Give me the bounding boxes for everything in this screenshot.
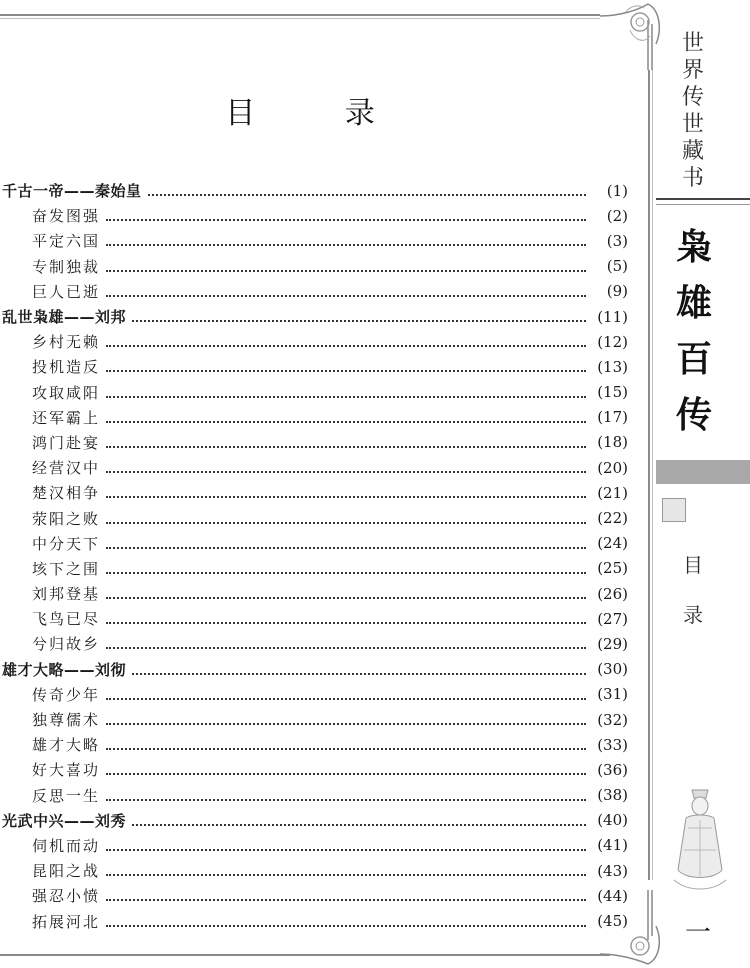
toc-entry-page: (15) xyxy=(597,383,628,402)
toc-section-entry[interactable] xyxy=(0,581,628,606)
toc-entry-page: (20) xyxy=(597,458,628,477)
toc-section-entry[interactable] xyxy=(0,883,628,908)
toc-entry-page: (24) xyxy=(597,534,628,553)
series-title: 世 界 传 世 藏 书 xyxy=(681,31,704,191)
toc-entry-page: (45) xyxy=(597,912,628,931)
toc-section-entry[interactable] xyxy=(0,279,628,304)
toc-entry-label: 昆阳之战 xyxy=(32,862,101,881)
toc-entry-label: 雄才大略——刘彻 xyxy=(2,660,127,679)
toc-dot-leader xyxy=(106,495,586,498)
toc-section-entry[interactable] xyxy=(0,631,628,656)
toc-section-entry[interactable] xyxy=(0,732,628,757)
toc-entry-page: (11) xyxy=(597,307,628,326)
toc-entry-page: (12) xyxy=(597,332,628,351)
toc-dot-leader xyxy=(106,798,586,801)
toc-section-entry[interactable] xyxy=(0,682,628,707)
toc-dot-leader xyxy=(106,269,586,272)
toc-entry-label: 经营汉中 xyxy=(32,459,101,478)
toc-dot-leader xyxy=(106,395,586,398)
toc-entry-page: (33) xyxy=(597,735,628,754)
toc-entry-label: 乡村无赖 xyxy=(32,333,101,352)
toc-entry-page: (41) xyxy=(597,836,628,855)
sidebar-section-label: 目 录 xyxy=(683,553,703,627)
toc-entry-page: (30) xyxy=(597,660,628,679)
toc-dot-leader xyxy=(106,521,586,524)
toc-section-entry[interactable] xyxy=(0,707,628,732)
toc-entry-label: 好大喜功 xyxy=(32,761,101,780)
sidebar-rule-top-inner xyxy=(656,204,750,205)
toc-entry-page: (18) xyxy=(597,433,628,452)
toc-dot-leader xyxy=(106,571,586,574)
toc-section-entry[interactable] xyxy=(0,833,628,858)
toc-section-entry[interactable] xyxy=(0,203,628,228)
toc-section-entry[interactable] xyxy=(0,455,628,480)
toc-entry-label: 奋发图强 xyxy=(32,207,101,226)
toc-entry-page: (38) xyxy=(597,786,628,805)
toc-entry-page: (2) xyxy=(606,206,628,225)
toc-entry-page: (3) xyxy=(606,231,628,250)
toc-dot-leader xyxy=(132,823,586,826)
toc-entry-page: (36) xyxy=(597,760,628,779)
toc-entry-page: (5) xyxy=(606,257,628,276)
toc-section-entry[interactable] xyxy=(0,254,628,279)
toc-entry-label: 拓展河北 xyxy=(32,912,101,931)
toc-entry-label: 强忍小愤 xyxy=(32,887,101,906)
toc-entry-page: (22) xyxy=(597,509,628,528)
toc-section-entry[interactable] xyxy=(0,757,628,782)
book-title: 枭 雄 百 传 xyxy=(675,227,712,436)
toc-dot-leader xyxy=(106,873,586,876)
toc-section-entry[interactable] xyxy=(0,354,628,379)
toc-entry-page: (44) xyxy=(597,886,628,905)
toc-entry-page: (21) xyxy=(597,483,628,502)
toc-entry-label: 攻取咸阳 xyxy=(32,383,101,402)
toc-entry-page: (13) xyxy=(597,357,628,376)
toc-entry-label: 雄才大略 xyxy=(32,736,101,755)
emperor-figure-illustration xyxy=(664,780,736,900)
toc-entry-page: (25) xyxy=(597,559,628,578)
toc-section-entry[interactable] xyxy=(0,556,628,581)
vertical-border-rule-inner xyxy=(652,70,653,880)
toc-dot-leader xyxy=(106,445,586,448)
toc-entry-page: (9) xyxy=(606,282,628,301)
toc-section-entry[interactable] xyxy=(0,329,628,354)
top-border-rule xyxy=(0,14,600,16)
toc-dot-leader xyxy=(106,848,586,851)
toc-dot-leader xyxy=(106,621,586,624)
toc-entry-label: 乱世枭雄——刘邦 xyxy=(2,308,127,327)
toc-entry-label: 飞鸟已尽 xyxy=(32,610,101,629)
toc-entry-label: 伺机而动 xyxy=(32,836,101,855)
toc-section-entry[interactable] xyxy=(0,858,628,883)
toc-entry-page: (31) xyxy=(597,685,628,704)
sidebar-gray-band xyxy=(656,460,750,484)
toc-section-entry[interactable] xyxy=(0,405,628,430)
toc-entry-page: (26) xyxy=(597,584,628,603)
toc-entry-page: (29) xyxy=(597,634,628,653)
bottom-border-rule xyxy=(0,954,610,956)
toc-entry-page: (1) xyxy=(606,181,628,200)
toc-entry-page: (32) xyxy=(597,710,628,729)
toc-entry-page: (40) xyxy=(597,811,628,830)
toc-entry-label: 垓下之围 xyxy=(32,559,101,578)
toc-dot-leader xyxy=(132,672,586,675)
toc-entry-label: 传奇少年 xyxy=(32,685,101,704)
toc-entry-label: 光武中兴——刘秀 xyxy=(2,811,127,830)
toc-dot-leader xyxy=(106,596,586,599)
toc-dot-leader xyxy=(106,369,586,372)
toc-entry-label: 兮归故乡 xyxy=(32,635,101,654)
sidebar xyxy=(656,0,750,968)
toc-dot-leader xyxy=(106,218,586,221)
toc-entry-label: 投机造反 xyxy=(32,358,101,377)
toc-dot-leader xyxy=(106,898,586,901)
toc-entry-label: 中分天下 xyxy=(32,534,101,553)
toc-entry-label: 还军霸上 xyxy=(32,408,101,427)
toc-dot-leader xyxy=(106,546,586,549)
toc-dot-leader xyxy=(132,319,586,322)
toc-dot-leader xyxy=(106,294,586,297)
toc-dot-leader xyxy=(106,697,586,700)
toc-section-entry[interactable] xyxy=(0,783,628,808)
toc-entry-label: 平定六国 xyxy=(32,232,101,251)
toc-chapter-entry[interactable] xyxy=(0,808,628,833)
toc-dot-leader xyxy=(106,646,586,649)
toc-entry-page: (17) xyxy=(597,408,628,427)
toc-entry-label: 独尊儒术 xyxy=(32,711,101,730)
toc-dot-leader xyxy=(106,772,586,775)
toc-dot-leader xyxy=(106,243,586,246)
toc-section-entry[interactable] xyxy=(0,228,628,253)
toc-section-entry[interactable] xyxy=(0,908,628,933)
toc-entry-label: 荥阳之败 xyxy=(32,509,101,528)
toc-section-entry[interactable] xyxy=(0,606,628,631)
toc-entry-page: (43) xyxy=(597,861,628,880)
toc-entry-label: 刘邦登基 xyxy=(32,585,101,604)
toc-chapter-entry[interactable] xyxy=(0,304,628,329)
toc-entry-label: 楚汉相争 xyxy=(32,484,101,503)
toc-dot-leader xyxy=(106,747,586,750)
toc-dot-leader xyxy=(106,722,586,725)
toc-dot-leader xyxy=(106,420,586,423)
toc-entry-page: (27) xyxy=(597,609,628,628)
toc-entry-label: 反思一生 xyxy=(32,786,101,805)
toc-entry-label: 巨人已逝 xyxy=(32,282,101,301)
toc-chapter-entry[interactable] xyxy=(0,657,628,682)
toc-entry-label: 千古一帝——秦始皇 xyxy=(2,182,142,201)
toc-dot-leader xyxy=(106,470,586,473)
page-number: 一 xyxy=(684,918,711,948)
seal-logo-icon xyxy=(662,498,686,522)
vertical-border-rule xyxy=(648,70,650,880)
toc-section-entry[interactable] xyxy=(0,430,628,455)
toc-dot-leader xyxy=(106,924,586,927)
toc-section-entry[interactable] xyxy=(0,480,628,505)
toc-section-entry[interactable] xyxy=(0,505,628,530)
sidebar-rule-top xyxy=(656,198,750,200)
toc-heading: 目 录 xyxy=(225,96,415,131)
toc-section-entry[interactable] xyxy=(0,531,628,556)
toc-section-entry[interactable] xyxy=(0,380,628,405)
toc-dot-leader xyxy=(148,193,586,196)
toc-entry-label: 专制独裁 xyxy=(32,257,101,276)
toc-dot-leader xyxy=(106,344,586,347)
toc-entry-label: 鸿门赴宴 xyxy=(32,433,101,452)
toc-list xyxy=(0,178,628,934)
top-border-rule-inner xyxy=(0,18,600,19)
toc-chapter-entry[interactable] xyxy=(0,178,628,203)
